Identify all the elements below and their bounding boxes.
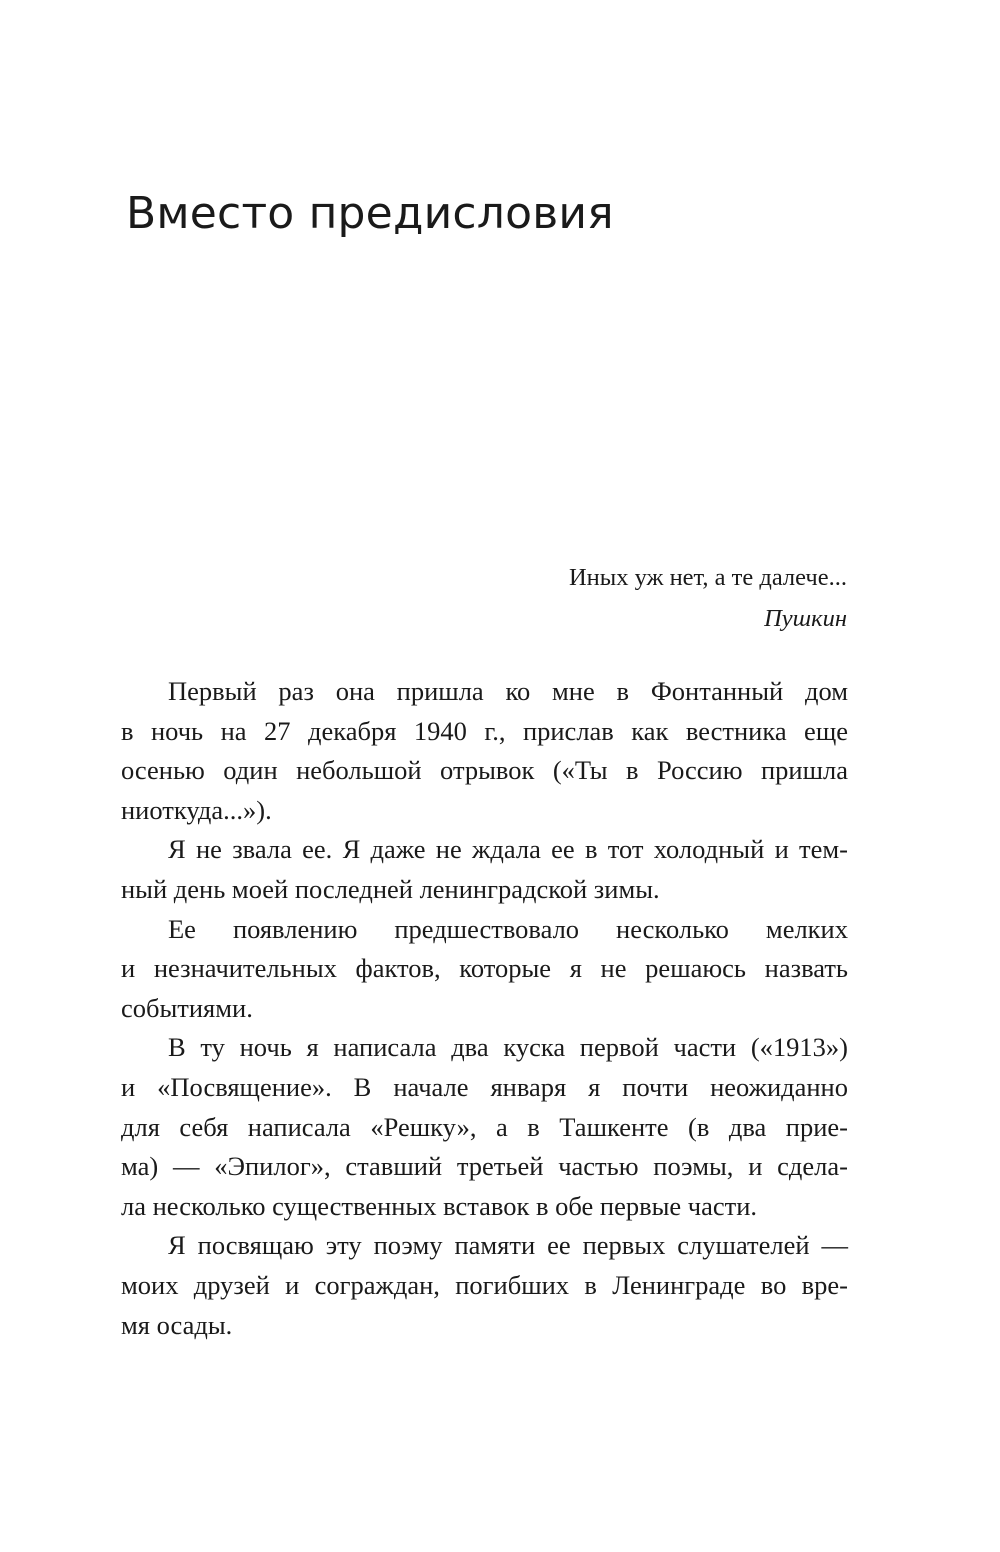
text-line: Первый раз она пришла ко мне в Фонтанный дом [168, 676, 848, 706]
text-line: ла несколько существенных вставок в обе первые части. [121, 1190, 758, 1221]
text-line: и незначительных фактов, которые я не решаюсь назвать [121, 953, 848, 984]
text-line: и «Посвящение». В начале января я почти неожиданно [121, 1071, 848, 1102]
text-line: осенью один небольшой отрывок («Ты в Россию пришла [121, 755, 848, 786]
paragraph-5 [121, 1226, 848, 1345]
epigraph-quote: Иных уж нет, а те далече... [568, 564, 847, 591]
paragraph-1 [121, 672, 848, 830]
text-line: событиями. [121, 992, 253, 1023]
text-line: ный день моей последней ленинградской зимы. [121, 873, 660, 904]
text-line: моих друзей и сограждан, погибших в Ленинграде во вре- [121, 1269, 848, 1300]
text-line: Я посвящаю эту поэму памяти ее первых слушателей — [168, 1230, 848, 1261]
text-line: для себя написала «Решку», а в Ташкенте (в два прие- [121, 1111, 848, 1142]
paragraph-3 [121, 910, 848, 1029]
text-line: Ее появлению предшествовало несколько мелких [168, 913, 848, 944]
text-line: ма) — «Эпилог», ставший третьей частью поэмы, и сдела- [121, 1151, 848, 1182]
text-line: мя осады. [121, 1309, 233, 1340]
page-title: Вместо предисловия [126, 188, 614, 239]
epigraph [569, 557, 847, 639]
text-line: В ту ночь я написала два куска первой части («1913») [168, 1032, 848, 1063]
text-line: ниоткуда...»). [121, 794, 272, 825]
paragraph-4 [121, 1028, 848, 1226]
text-line: в ночь на 27 декабря 1940 г., прислав как вестника еще [121, 715, 848, 746]
epigraph-author: Пушкин [764, 605, 847, 632]
text-line: Я не звала ее. Я даже не ждала ее в тот холодный и тем- [168, 834, 848, 865]
body-text [121, 672, 848, 1345]
paragraph-2 [121, 830, 848, 909]
